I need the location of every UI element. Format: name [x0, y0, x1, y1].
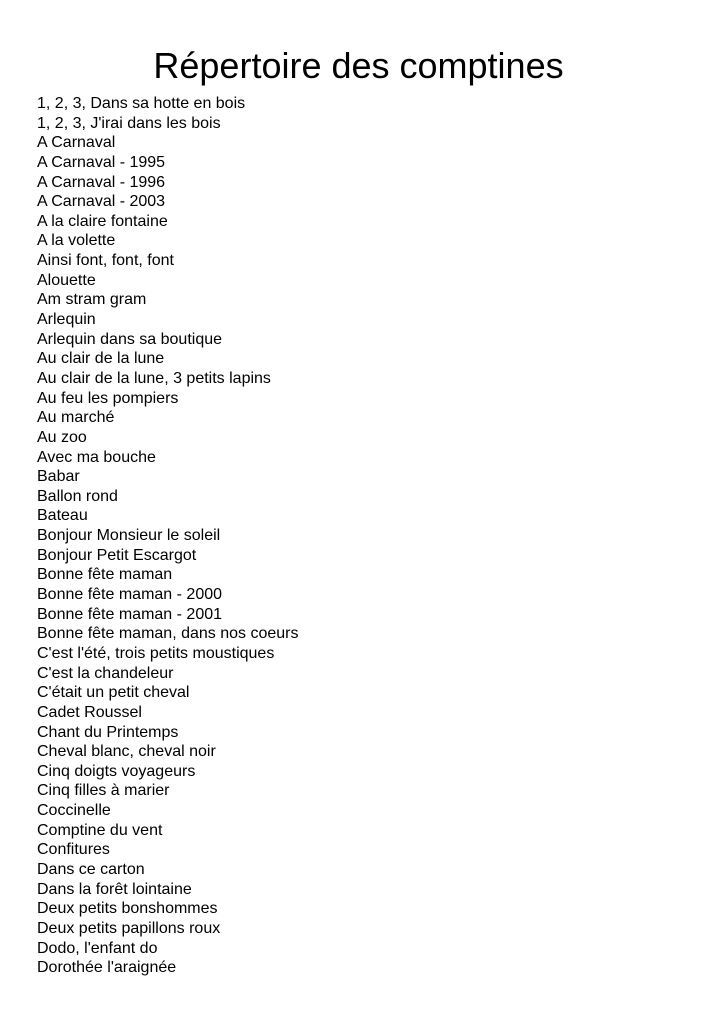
list-item: Cinq doigts voyageurs — [37, 762, 196, 780]
list-item: Bonne fête maman - 2000 — [37, 586, 223, 604]
list-item: Ainsi font, font, font — [37, 252, 174, 270]
list-item: Comptine du vent — [37, 821, 163, 839]
list-item: Au marché — [37, 409, 115, 427]
list-item: Chant du Printemps — [37, 723, 179, 741]
list-item: Ballon rond — [37, 487, 118, 505]
list-item: Alouette — [37, 271, 96, 289]
list-item: A Carnaval - 1996 — [37, 173, 166, 191]
list-item: Au clair de la lune, 3 petits lapins — [37, 369, 271, 387]
list-item: Cadet Roussel — [37, 703, 142, 721]
list-item: C'est la chandeleur — [37, 664, 174, 682]
list-item: Arlequin dans sa boutique — [37, 330, 223, 348]
page-title: Répertoire des comptines — [153, 45, 564, 86]
list-item: 1, 2, 3, J'irai dans les bois — [37, 114, 221, 132]
list-item: Bateau — [37, 507, 88, 525]
list-item: Bonjour Monsieur le soleil — [37, 527, 221, 545]
list-item: Au clair de la lune — [37, 350, 165, 368]
list-item: Bonne fête maman - 2001 — [37, 605, 223, 623]
list-item: A Carnaval - 2003 — [37, 193, 166, 211]
list-item: Cinq filles à marier — [37, 782, 170, 800]
list-item: Babar — [37, 468, 80, 486]
list-item: Bonjour Petit Escargot — [37, 546, 197, 564]
list-item: Cheval blanc, cheval noir — [37, 743, 216, 761]
list-item: A la claire fontaine — [37, 212, 168, 230]
song-list — [37, 94, 299, 978]
list-item: Dans la forêt lointaine — [37, 880, 192, 898]
list-item: Confitures — [37, 841, 110, 859]
list-item: Avec ma bouche — [37, 448, 156, 466]
list-item: C'était un petit cheval — [37, 684, 190, 702]
list-item: Deux petits bonshommes — [37, 900, 218, 918]
list-item: Dans ce carton — [37, 860, 145, 878]
list-item: Coccinelle — [37, 802, 111, 820]
list-item: Bonne fête maman — [37, 566, 173, 584]
list-item: C'est l'été, trois petits moustiques — [37, 644, 275, 662]
list-item: Au zoo — [37, 428, 87, 446]
list-item: A la volette — [37, 232, 116, 250]
list-item: Dorothée l'araignée — [37, 959, 177, 977]
list-item: Arlequin — [37, 311, 96, 329]
list-item: A Carnaval - 1995 — [37, 153, 166, 171]
list-item: A Carnaval — [37, 134, 116, 152]
list-item: Bonne fête maman, dans nos coeurs — [37, 625, 299, 643]
list-item: 1, 2, 3, Dans sa hotte en bois — [37, 95, 246, 112]
list-item: Dodo, l'enfant do — [37, 939, 158, 957]
list-item: Au feu les pompiers — [37, 389, 179, 407]
list-item: Deux petits papillons roux — [37, 919, 221, 937]
list-item: Am stram gram — [37, 291, 147, 309]
